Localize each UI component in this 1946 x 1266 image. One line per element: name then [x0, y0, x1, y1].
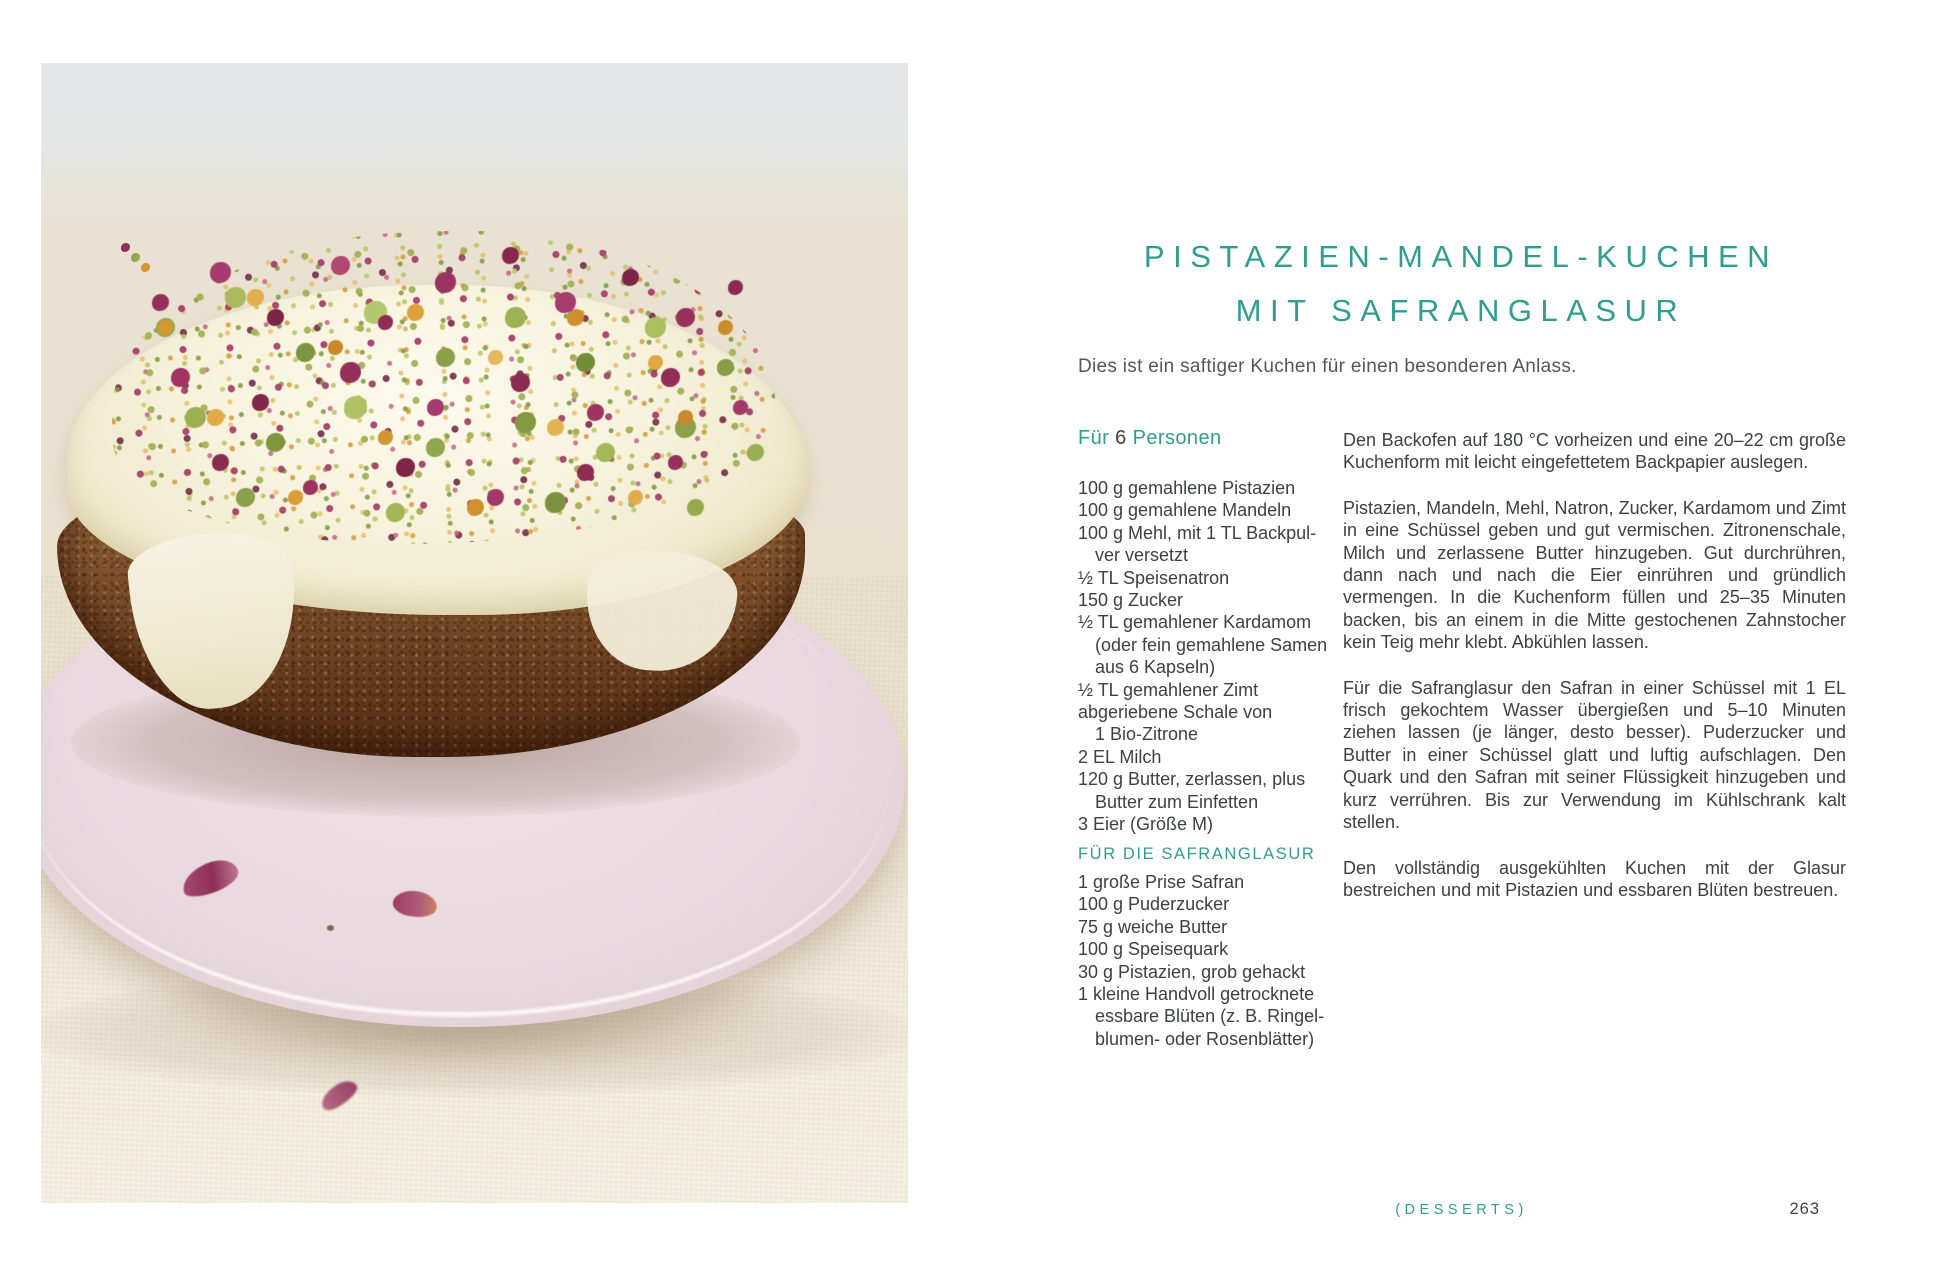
section-label: (DESSERTS) — [1395, 1202, 1528, 1218]
ingredient-line: Butter zum Einfetten — [1095, 791, 1259, 812]
title-line-1: PISTAZIEN-MANDEL-KUCHEN — [1143, 239, 1779, 274]
ingredient-line: 75 g weiche Butter — [1078, 916, 1228, 937]
instruction-paragraph: Pistazien, Mandeln, Mehl, Natron, Zucker, Kardamom und Zimt in eine Schüssel geben und gut vermischen. Zitronenschale, Milch und zerlassene Butter hinzugeben. Gut durchrühren, dann nach und nach die Eier einrühren und gründlich vermengen. In die Kuchenform füllen und 25–35 Minuten backen, bis an einem in die Mitte gestochenen Zahnstocher kein Teig mehr klebt. Abkühlen lassen. — [1343, 497, 1846, 653]
ingredient-line: ½ TL Speisenatron — [1078, 567, 1230, 588]
ingredient-line: 100 g Mehl, mit 1 TL Backpul- — [1078, 522, 1317, 543]
page-number: 263 — [1789, 1200, 1820, 1218]
title-line-2: MIT SAFRANGLASUR — [1235, 293, 1687, 328]
ingredient-line: 100 g Puderzucker — [1078, 894, 1230, 915]
ingredient-line: aus 6 Kapseln) — [1095, 657, 1216, 678]
ingredient-line: 1 kleine Handvoll getrocknete — [1078, 984, 1315, 1005]
ingredient-line: (oder fein gemahlene Samen — [1095, 634, 1328, 655]
ingredient-line: 1 Bio-Zitrone — [1095, 724, 1199, 745]
instruction-paragraph: Den Backofen auf 180 °C vorheizen und eine 20–22 cm große Kuchenform mit leicht eingefettetem Backpapier auslegen. — [1343, 430, 1846, 473]
instructions-column — [1343, 429, 1846, 924]
servings-count: 6 — [1115, 427, 1127, 449]
main-ingredients-list — [1078, 477, 1358, 836]
recipe-title — [1018, 230, 1904, 338]
ingredient-line: 3 Eier (Größe M) — [1078, 814, 1214, 835]
servings-suffix: Personen — [1132, 427, 1222, 449]
glaze-heading: FÜR DIE SAFRANGLASUR — [1078, 845, 1316, 863]
recipe-intro: Dies ist ein saftiger Kuchen für einen besonderen Anlass. — [1078, 356, 1577, 377]
ingredient-line: 30 g Pistazien, grob gehackt — [1078, 961, 1306, 982]
instruction-paragraph: Für die Safranglasur den Safran in einer Schüssel mit 1 EL frisch gekochtem Wasser übergießen und 5–10 Minuten ziehen lassen (je länger, desto besser). Puderzucker und Butter in einer Schüssel glatt und luftig aufschlagen. Den Quark und den Safran mit seiner Flüssigkeit hinzugeben und kurz verrühren. Bis zur Verwendung im Kühlschrank kalt stellen. — [1343, 677, 1846, 833]
servings-prefix: Für — [1078, 427, 1110, 449]
ingredient-line: 2 EL Milch — [1078, 746, 1162, 767]
ingredient-line: 120 g Butter, zerlassen, plus — [1078, 769, 1306, 790]
ingredient-line: essbare Blüten (z. B. Ringel- — [1095, 1006, 1325, 1027]
glaze-ingredients-list — [1078, 871, 1358, 1050]
ingredient-line: 100 g gemahlene Pistazien — [1078, 478, 1296, 498]
ingredient-line: ver versetzt — [1095, 545, 1189, 566]
ingredient-line: 100 g Speisequark — [1078, 939, 1229, 960]
ingredient-line: 150 g Zucker — [1078, 590, 1184, 611]
ingredient-line: abgeriebene Schale von — [1078, 702, 1273, 723]
servings-line — [1078, 427, 1222, 450]
ingredient-line: blumen- oder Rosenblätter) — [1095, 1028, 1315, 1049]
ingredient-line: ½ TL gemahlener Kardamom — [1078, 612, 1312, 633]
ingredient-line: 100 g gemahlene Mandeln — [1078, 500, 1292, 521]
instruction-paragraph: Den vollständig ausgekühlten Kuchen mit der Glasur bestreichen und mit Pistazien und essbaren Blüten bestreuen. — [1343, 857, 1846, 900]
ingredient-line: 1 große Prise Safran — [1078, 872, 1245, 892]
ingredient-line: ½ TL gemahlener Zimt — [1078, 679, 1259, 700]
